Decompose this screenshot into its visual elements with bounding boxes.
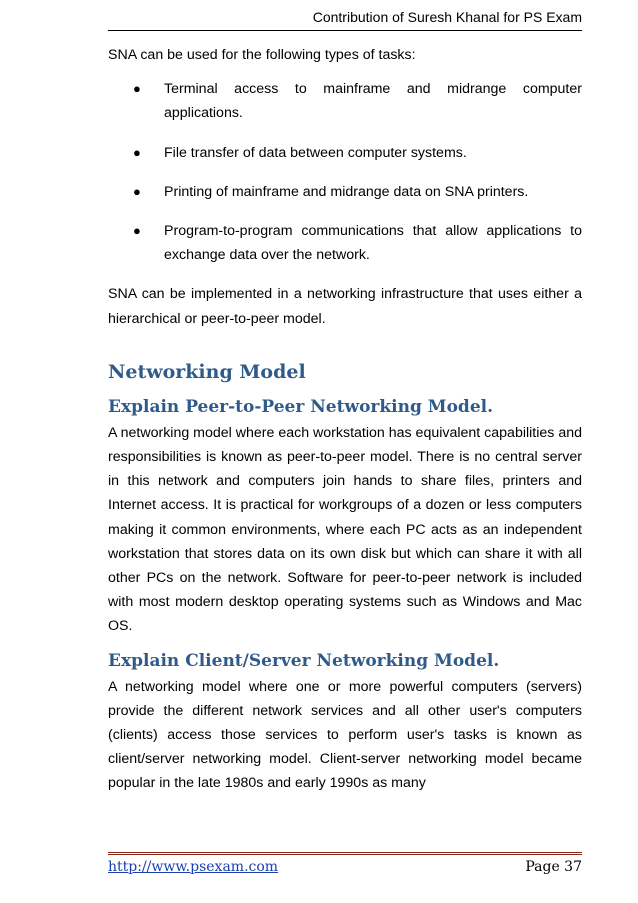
page-header: Contribution of Suresh Khanal for PS Exam xyxy=(108,6,582,31)
page-footer xyxy=(108,852,582,875)
list-item: ● File transfer of data between computer systems. xyxy=(108,141,582,165)
peer-to-peer-heading: Explain Peer-to-Peer Networking Model. xyxy=(108,396,494,417)
page-number: Page 37 xyxy=(525,859,582,875)
page-content xyxy=(108,43,582,796)
list-item: ● Terminal access to mainframe and midrange computer applications. xyxy=(108,77,582,125)
website-link[interactable]: http://www.psexam.com xyxy=(108,859,279,875)
client-server-heading: Explain Client/Server Networking Model. xyxy=(108,650,500,671)
bullet-icon: ● xyxy=(133,81,141,97)
bullet-icon: ● xyxy=(133,183,141,199)
list-item: ● Printing of mainframe and midrange data on SNA printers. xyxy=(108,180,582,204)
closing-paragraph: SNA can be implemented in a networking infrastructure that uses either a hierarchical or peer-to-peer model. xyxy=(108,286,582,327)
task-list xyxy=(108,77,582,267)
client-server-paragraph: A networking model where one or more powerful computers (servers) provide the different network services and all other user's computers (clients) access those services to perform user's tasks is known as client/server networking model. Client-server networking model became popular in the late 1980s and early 1990s as many xyxy=(108,678,582,792)
peer-to-peer-paragraph: A networking model where each workstation has equivalent capabilities and responsibilities is known as peer-to-peer model. There is no central server in this network and computers join hands to share files, printers and Internet access. It is practical for workgroups of a dozen or less computers making it common environments, where each PC acts as an independent workstation that stores data on its own disk but which can share it with all other PCs on the network. Software for peer-to-peer network is included with most modern desktop operating systems such as Windows and Mac OS. xyxy=(108,424,582,635)
bullet-icon: ● xyxy=(133,223,141,239)
intro-paragraph: SNA can be used for the following types of tasks: xyxy=(108,47,416,63)
section-title: Networking Model xyxy=(108,360,306,383)
bullet-icon: ● xyxy=(133,144,141,160)
list-item: ● Program-to-program communications that allow applications to exchange data over the network. xyxy=(108,219,582,267)
